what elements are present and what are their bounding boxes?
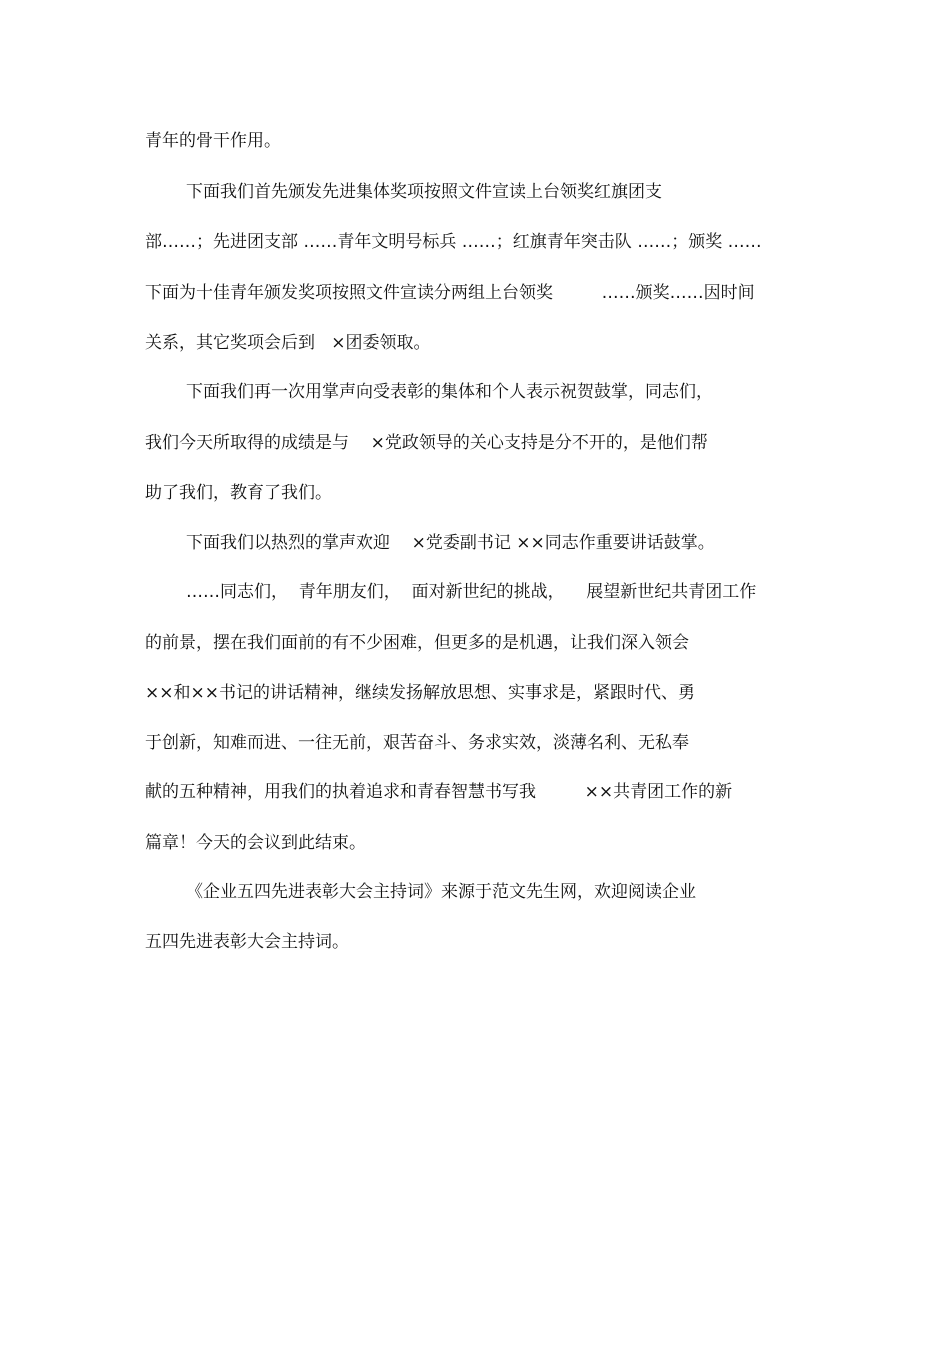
paragraph-line-15: 篇章！今天的会议到此结束。	[145, 833, 366, 853]
paragraph-line-1: 青年的骨干作用。	[145, 131, 281, 151]
paragraph-line-14: 献的五种精神，用我们的执着追求和青春智慧书写我 ××共青团工作的新	[145, 782, 733, 802]
paragraph-line-9: 下面我们以热烈的掌声欢迎 ×党委副书记 ××同志作重要讲话鼓掌。	[186, 533, 715, 553]
paragraph-line-4: 下面为十佳青年颁发奖项按照文件宣读分两组上台领奖 ……颁奖……因时间	[145, 283, 755, 303]
paragraph-line-16: 《企业五四先进表彰大会主持词》来源于范文先生网，欢迎阅读企业	[186, 882, 696, 902]
paragraph-line-13: 于创新，知难而进、一往无前，艰苦奋斗、务求实效，淡薄名利、无私奉	[145, 733, 689, 753]
paragraph-line-5: 关系，其它奖项会后到 ×团委领取。	[145, 333, 431, 353]
paragraph-line-6: 下面我们再一次用掌声向受表彰的集体和个人表示祝贺鼓掌，同志们，	[186, 382, 713, 402]
paragraph-line-7: 我们今天所取得的成绩是与 ×党政领导的关心支持是分不开的，是他们帮	[145, 433, 708, 453]
paragraph-line-3: 部……；先进团支部 ……青年文明号标兵 ……；红旗青年突击队 ……；颁奖 ……	[145, 232, 762, 252]
paragraph-line-17: 五四先进表彰大会主持词。	[145, 932, 349, 952]
paragraph-line-11: 的前景，摆在我们面前的有不少困难，但更多的是机遇，让我们深入领会	[145, 633, 689, 653]
paragraph-line-8: 助了我们，教育了我们。	[145, 483, 332, 503]
paragraph-line-10: ……同志们， 青年朋友们， 面对新世纪的挑战， 展望新世纪共青团工作	[186, 582, 757, 602]
paragraph-line-12: ××和××书记的讲话精神，继续发扬解放思想、实事求是，紧跟时代、勇	[145, 683, 695, 703]
paragraph-line-2: 下面我们首先颁发先进集体奖项按照文件宣读上台领奖红旗团支	[186, 182, 662, 202]
